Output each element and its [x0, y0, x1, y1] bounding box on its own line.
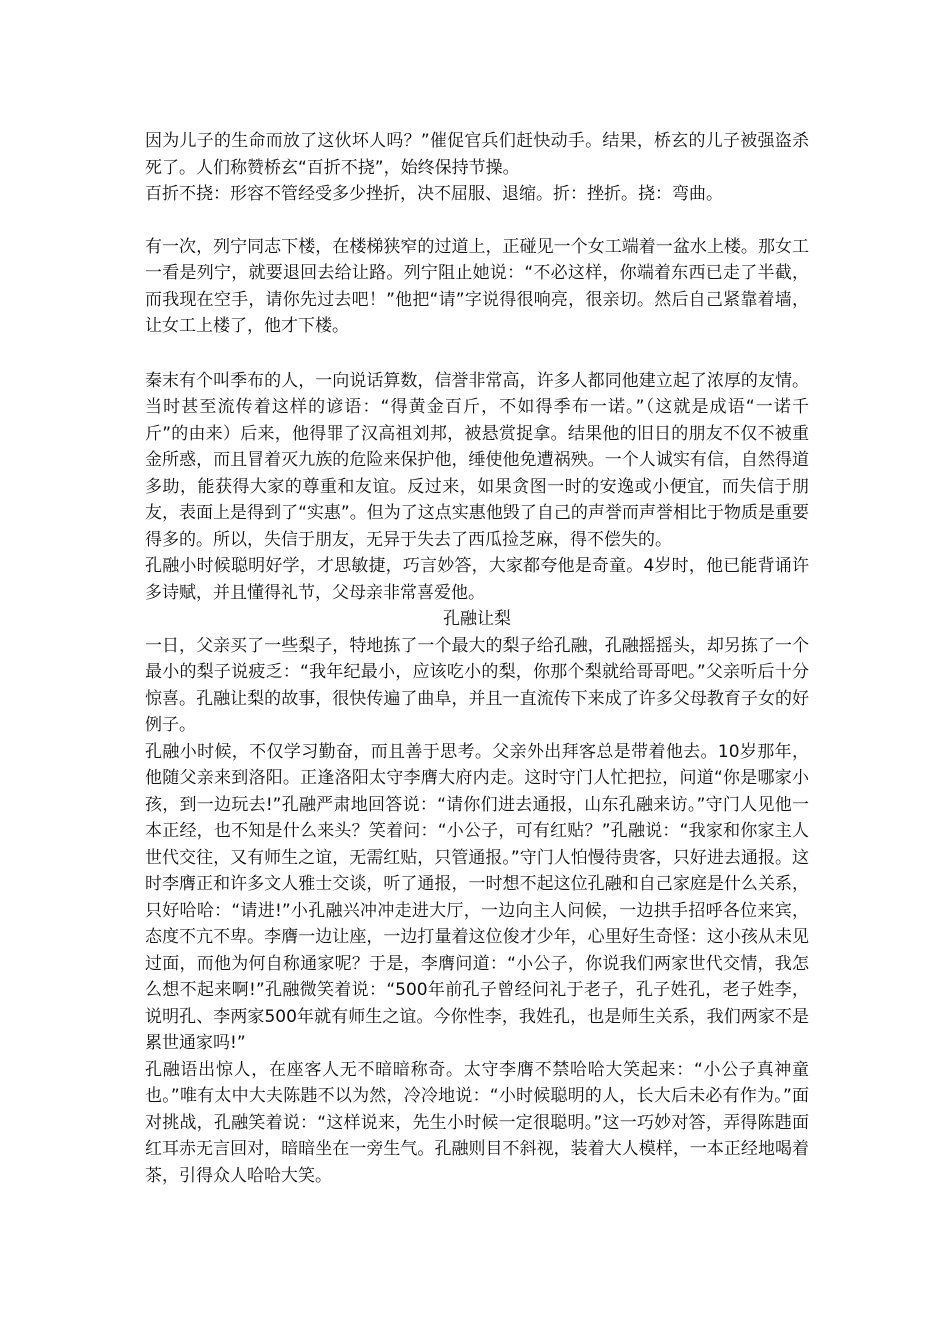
paragraph-kongrong-retort: 孔融语出惊人，在座客人无不暗暗称奇。太守李膺不禁哈哈大笑起来：“小公子真神童也。”唯有太中大夫陈韪不以为然，冷冷地说：“小时候聪明的人，长大后未必有作为。”面对挑战，孔融笑着说：“这样说来，先生小时候一定很聪明。”这一巧妙对答，弄得陈韪面红耳赤无言回对，暗暗坐在一旁生气。孔融则目不斜视，装着大人模样，一本正经地喝着茶，引得众人哈哈大笑。: [145, 1059, 809, 1186]
paragraph-idiom-definition: 百折不挠：形容不管经受多少挫折，决不屈服、退缩。折：挫折。挠：弯曲。: [145, 184, 723, 204]
document-page: [145, 128, 809, 1189]
paragraph-gap: [145, 208, 809, 234]
paragraph-jibu-story: 秦末有个叫季布的人，一向说话算数，信誉非常高，许多人都同他建立起了浓厚的友情。当时甚至流传着这样的谚语：“得黄金百斤，不如得季布一诺。”（这就是成语“一诺千斤”的由来）后来，他得罪了汉高祖刘邦，被悬赏捉拿。结果他的旧日的朋友不仅不被重金所惑，而且冒着灭九族的危险来保护他，缍使他免遭祸殃。一个人诚实有信，自然得道多助，能获得大家的尊重和友谊。反过来，如果贪图一时的安逸或小便宜，而失信于朋友，表面上是得到了“实惠”。但为了这点实惠他毁了自己的声誉而声誉相比于物质是重要得多的。所以，失信于朋友，无异于失去了西瓜捡芝麻，得不偿失的。: [145, 370, 809, 550]
paragraph-qiaoxuan-ending: 因为儿子的生命而放了这伙坏人吗？”催促官兵们赶快动手。结果，桥玄的儿子被强盗杀死了。人们称赞桥玄“百折不挠”，始终保持节操。: [145, 131, 809, 178]
paragraph-kongrong-pears: 一日，父亲买了一些梨子，特地拣了一个最大的梨子给孔融，孔融摇摇头，却另拣了一个最小的梨子说疲乏：“我年纪最小，应该吃小的梨，你那个梨就给哥哥吧。”父亲听后十分惊喜。孔融让梨的故事，很快传遍了曲阜，并且一直流传下来成了许多父母教育子女的好例子。: [145, 635, 809, 735]
section-title: 孔融让梨: [443, 609, 511, 629]
paragraph-kongrong-visit: 孔融小时候，不仅学习勤奋，而且善于思考。父亲外出拜客总是带着他去。10岁那年，他随父亲来到洛阳。正逢洛阳太守李膺大府内走。这时守门人忙把拉，问道“你是哪家小孩，到一边玩去!”孔融严肃地回答说：“请你们进去通报，山东孔融来访。”守门人见他一本正经，也不知是什么来头？笑着问：“小公子，可有红贴？”孔融说：“我家和你家主人世代交往，又有师生之谊，无需红贴，只管通报。”守门人怕慢待贵客，只好进去通报。这时李膺正和许多文人雅士交谈，听了通报，一时想不起这位孔融和自己家庭是什么关系，只好哈哈：“请进!”小孔融兴冲冲走进大厅，一边向主人问候，一边拱手招呼各位来宾，态度不亢不卑。李膺一边让座，一边打量着这位俊才少年，心里好生奇怪：这小孩从未见过面，而他为何自称通家呢？于是，李膺问道：“小公子，你说我们两家世代交情，我怎么想不起来啊!”孔融微笑着说：“500年前孔子曾经问礼于老子，孔子姓孔，老子姓李，说明孔、李两家500年就有师生之谊。今你性李，我姓孔，也是师生关系，我们两家不是累世通家吗!”: [145, 741, 809, 1053]
paragraph-lenin-story: 有一次，列宁同志下楼，在楼梯狭窄的过道上，正碰见一个女工端着一盆水上楼。那女工一看是列宁，就要退回去给让路。列宁阻止她说：“不必这样，你端着东西已走了半截，而我现在空手，请你先过去吧！”他把“请”字说得很响亮，很亲切。然后自己紧靠着墙，让女工上楼了，他才下楼。: [145, 236, 809, 336]
paragraph-kongrong-intro: 孔融小时候聪明好学，才思敏捷，巧言妙答，大家都夸他是奇童。4岁时，他已能背诵许多诗赋，并且懂得礼节，父母亲非常喜爱他。: [145, 556, 809, 603]
paragraph-gap: [145, 340, 809, 368]
